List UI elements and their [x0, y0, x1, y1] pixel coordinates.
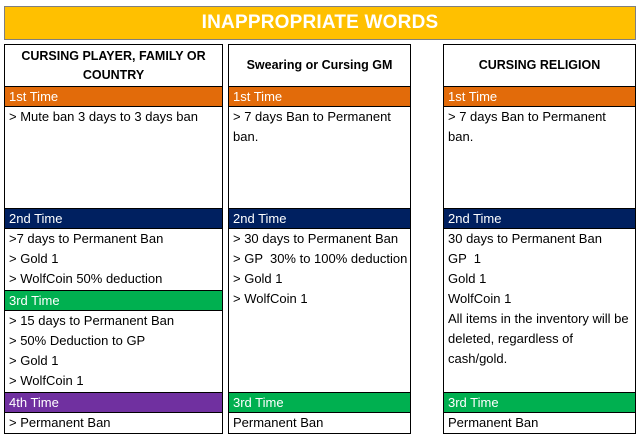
band-1st-time-content — [4, 106, 223, 208]
rule-line: All items in the inventory will be deleted, regardless of cash/gold. — [448, 311, 629, 366]
rule-line: > Gold 1 — [233, 271, 283, 286]
band-3rd-time: 3rd Time — [4, 290, 223, 310]
band-2nd-time-content — [443, 228, 636, 392]
band-1st-time-content — [443, 106, 636, 208]
column-header: Swearing or Cursing GM — [228, 44, 411, 86]
rule-line: Permanent Ban — [448, 415, 539, 430]
band-1st-time-content — [228, 106, 411, 208]
rule-line: > WolfCoin 50% deduction — [9, 271, 163, 286]
rule-line: > 15 days to Permanent Ban — [9, 313, 175, 328]
rule-line: Gold 1 — [448, 271, 487, 286]
column-header: CURSING RELIGION — [443, 44, 636, 86]
rule-line: 30 days to Permanent Ban — [448, 231, 602, 246]
rule-line: Permanent Ban — [233, 415, 324, 430]
rule-line: > GP 30% to 100% deduction — [233, 251, 408, 266]
rule-line: > Mute ban 3 days to 3 days ban — [9, 109, 198, 124]
rule-line: > 7 days Ban to Permanent ban. — [233, 109, 391, 144]
column-header: CURSING PLAYER, FAMILY OR COUNTRY — [4, 44, 223, 86]
column-cursing-player — [4, 44, 223, 434]
band-2nd-time-content — [228, 228, 411, 392]
rule-line: > 30 days to Permanent Ban — [233, 231, 399, 246]
band-3rd-time-content — [4, 310, 223, 392]
band-2nd-time: 2nd Time — [443, 208, 636, 228]
band-2nd-time-content — [4, 228, 223, 290]
band-4th-time-content — [4, 412, 223, 434]
rule-line: > WolfCoin 1 — [233, 291, 308, 306]
rule-line: > Permanent Ban — [9, 415, 111, 430]
band-1st-time: 1st Time — [443, 86, 636, 106]
rule-line: >7 days to Permanent Ban — [9, 231, 164, 246]
band-1st-time: 1st Time — [228, 86, 411, 106]
band-1st-time: 1st Time — [4, 86, 223, 106]
band-3rd-time-content — [228, 412, 411, 434]
rule-line: > Gold 1 — [9, 353, 59, 368]
rule-line: WolfCoin 1 — [448, 291, 512, 306]
band-3rd-time: 3rd Time — [443, 392, 636, 412]
sheet-title: INAPPROPRIATE WORDS — [4, 6, 636, 40]
band-2nd-time: 2nd Time — [4, 208, 223, 228]
rule-line: > 7 days Ban to Permanent ban. — [448, 109, 606, 144]
band-4th-time: 4th Time — [4, 392, 223, 412]
rule-line: > Gold 1 — [9, 251, 59, 266]
rule-line: GP 1 — [448, 251, 482, 266]
rule-line: > WolfCoin 1 — [9, 373, 84, 388]
column-cursing-religion — [443, 44, 636, 434]
band-3rd-time-content — [443, 412, 636, 434]
band-3rd-time: 3rd Time — [228, 392, 411, 412]
column-cursing-gm — [228, 44, 411, 434]
rule-line: > 50% Deduction to GP — [9, 333, 146, 348]
band-2nd-time: 2nd Time — [228, 208, 411, 228]
